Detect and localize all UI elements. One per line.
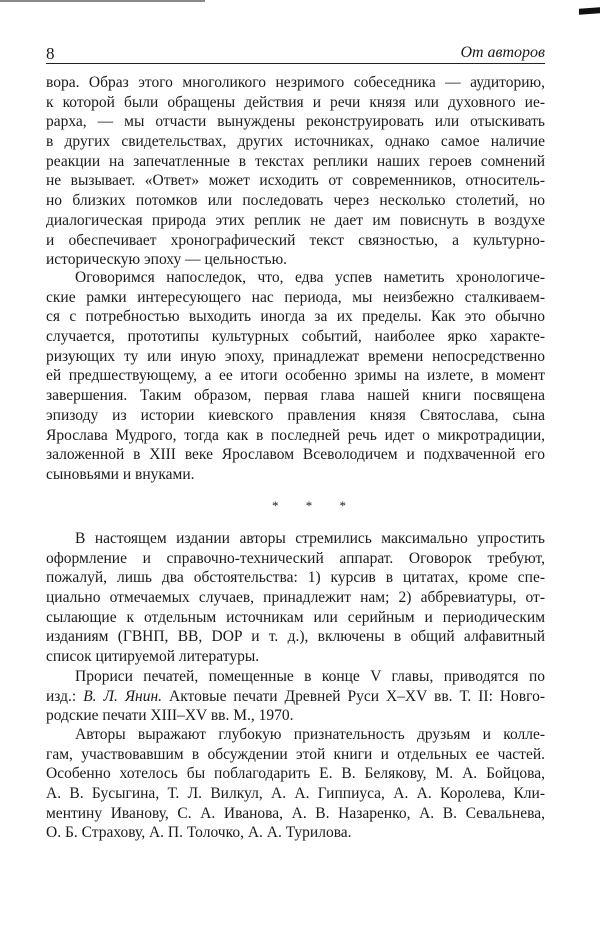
text-line: Прориси печатей, помещенные в конце V главы, приводятся по [75, 668, 545, 685]
text-line: и обеспечивает хронографический текст связностью, а культурно- [46, 231, 545, 249]
text-line: сылающие к отдельным источникам или серийным и периодическим [46, 608, 545, 626]
text-line: рарха, — мы отчасти вынуждены реконструировать или отыскивать [46, 113, 545, 131]
text-line: не вызывает. «Ответ» может исходить от современников, относитель- [46, 172, 545, 190]
text-line: В настоящем издании авторы стремились максимально упростить [75, 530, 545, 547]
text-line: Оговоримся напоследок, что, едва успев наметить хронологиче- [75, 269, 545, 286]
text-line: историческую эпоху — цельностью. [46, 251, 288, 269]
text-line: ся с потребностью выходить иногда за их пределы. Как это обычно [46, 308, 545, 326]
text-line: реакции на запечатленные в текстах реплики наших героев сомнений [46, 152, 545, 170]
paragraph [46, 73, 545, 270]
text-line: сыновьями и внуками. [46, 465, 195, 483]
text-line [46, 687, 545, 707]
page-number: 8 [46, 44, 55, 63]
text-line: Ярослава Мудрого, тогда как в последней речь идет о микротрадиции, [46, 426, 545, 444]
scan-artifact-line [0, 0, 205, 2]
text-line: ризующих ту или иную эпоху, принадлежат времени непосредственно [46, 347, 545, 365]
text-line: к которой были обращены действия и речи князя или духовного ие- [46, 93, 545, 111]
text-line: ментину Иванову, С. А. Иванова, А. В. Назаренко, А. В. Севальнева, [46, 804, 545, 822]
scan-artifact-mark [579, 7, 600, 14]
text-line: О. Б. Страхову, А. П. Толочко, А. А. Турилова. [46, 824, 352, 842]
text-line: эпизоду из истории киевского правления князя Святослава, сына [46, 406, 545, 424]
text-line: пожалуй, лишь два обстоятельства: 1) курсив в цитатах, кроме спе- [46, 569, 545, 587]
paragraph [46, 667, 545, 726]
paragraph [46, 725, 545, 843]
text-line: родские печати XIII–XV вв. М., 1970. [46, 707, 294, 725]
paragraph [46, 529, 545, 667]
text-segment: Актовые печати Древней Руси X–XV вв. Т. II: Новго- [162, 687, 545, 705]
text-line: А. В. Бусыгина, Т. Л. Вилкул, А. А. Гиппиуса, А. А. Королева, Кли- [46, 785, 545, 803]
text-line: Авторы выражают глубокую признательность друзьям и колле- [75, 726, 545, 743]
text-line: вора. Образ этого многоликого незримого собеседника — аудиторию, [46, 74, 545, 91]
text-line: циально отмечаемых случаев, принадлежит нам; 2) аббревиатуры, от- [46, 589, 545, 607]
text-line: заложенной в XIII веке Ярославом Всеволодичем и подхваченной его [46, 446, 545, 464]
text-line: ские рамки интересующего нас периода, мы неизбежно сталкиваем- [46, 288, 545, 306]
text-segment: изд.: [46, 687, 84, 705]
section-separator: * * * [272, 498, 358, 513]
text-line: но близких потомков или последовать через несколько столетий, но [46, 192, 545, 210]
text-line: диалогическая природа этих реплик не дает им повиснуть в воздухе [46, 211, 545, 229]
running-title: От авторов [460, 44, 545, 61]
header-rule [46, 63, 545, 64]
text-line: случается, прототипы культурных событий, наиболее ярко характе- [46, 328, 545, 346]
text-line: завершения. Таким образом, первая глава нашей книги посвящена [46, 387, 545, 405]
text-line: оформление и справочно-технический аппарат. Оговорок требуют, [46, 549, 545, 567]
italic-citation: В. Л. Янин. [83, 687, 163, 705]
paragraph [46, 268, 545, 485]
text-line: изданиям (ГВНП, ВВ, DOP и т. д.), включены в общий алфавитный [46, 628, 545, 646]
text-line: в других свидетельствах, других источниках, однако самое наличие [46, 133, 545, 151]
text-line: Особенно хотелось бы поблагодарить Е. В. Белякову, М. А. Бойцова, [46, 765, 545, 783]
text-line: список цитируемой литературы. [46, 648, 260, 666]
text-line: гам, участвовавшим в обсуждении этой книги и отдельных ее частей. [46, 745, 545, 763]
text-line: ей предшествующему, а ее итоги особенно зримы на излете, в момент [46, 367, 545, 385]
